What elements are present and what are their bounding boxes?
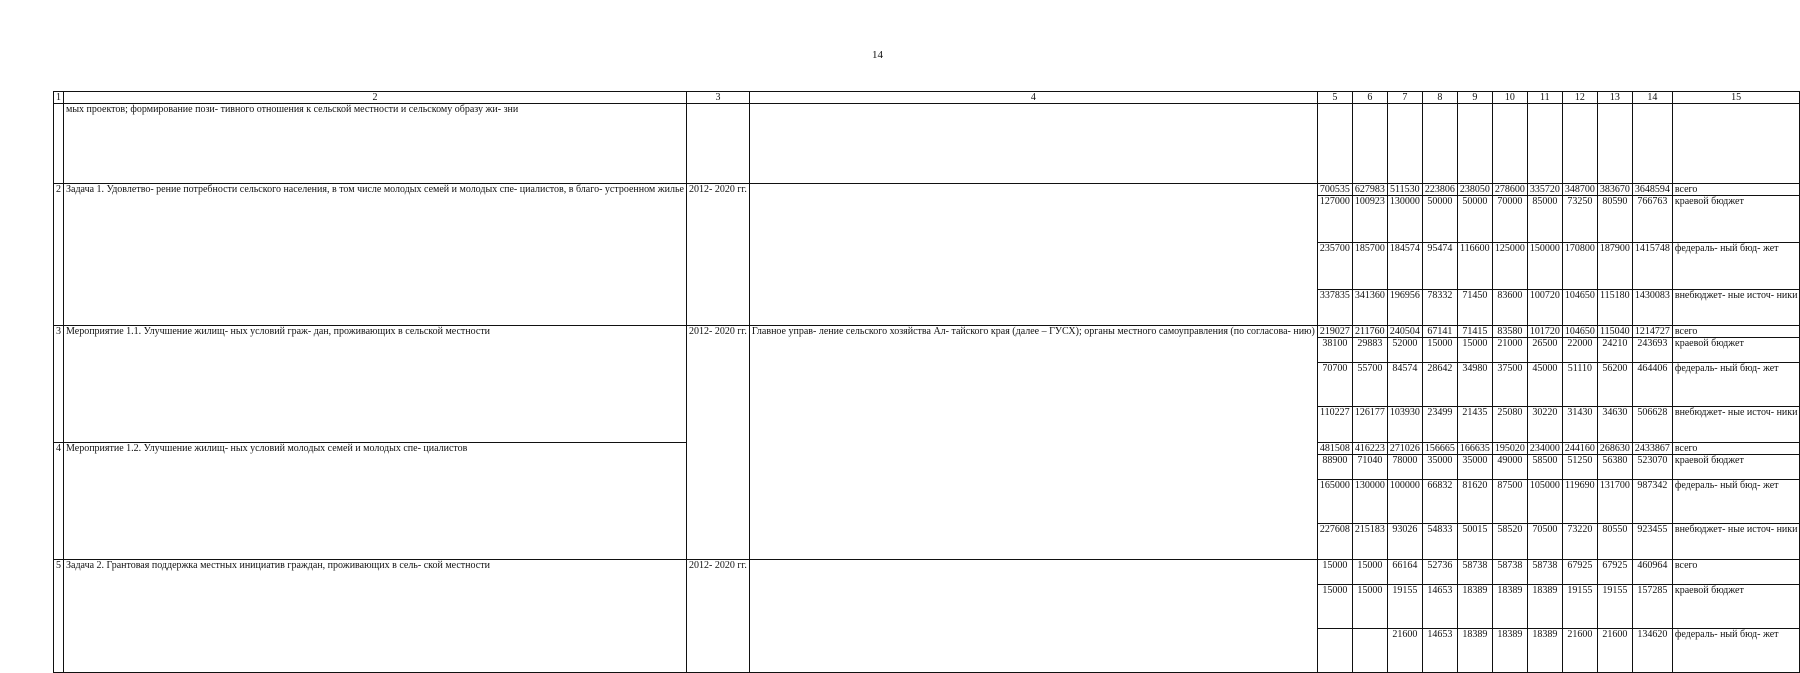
- amount-year-col-10: 83580: [1492, 326, 1527, 338]
- amount-year-col-5: 337835: [1317, 290, 1352, 326]
- amount-year-col-5: 15000: [1317, 585, 1352, 629]
- column-number-15: 15: [1672, 92, 1800, 104]
- amount-year-col-7: 78000: [1387, 455, 1422, 480]
- amount-year-col-5: 481508: [1317, 443, 1352, 455]
- amount-year-col-9: 71450: [1457, 290, 1492, 326]
- funding-source: федераль- ный бюд- жет: [1672, 363, 1800, 407]
- column-number-8: 8: [1422, 92, 1457, 104]
- amount-year-col-6: [1352, 629, 1387, 673]
- amount-year-col-13: 56380: [1597, 455, 1632, 480]
- amount-year-col-10: 87500: [1492, 480, 1527, 524]
- amount-year-col-7: 19155: [1387, 585, 1422, 629]
- amount-year-col-5: 110227: [1317, 407, 1352, 443]
- amount-year-col-12: 244160: [1562, 443, 1597, 455]
- amount-year-col-7: 130000: [1387, 196, 1422, 243]
- row-number-cell: [54, 104, 64, 184]
- amount-year-col-9: 166635: [1457, 443, 1492, 455]
- amount-year-col-11: 335720: [1527, 184, 1562, 196]
- empty-cell: [1632, 104, 1672, 184]
- amount-year-col-8: 14653: [1422, 629, 1457, 673]
- amount-year-col-10: 25080: [1492, 407, 1527, 443]
- row-number: 2: [54, 184, 64, 326]
- amount-year-col-9: 238050: [1457, 184, 1492, 196]
- funding-row: [54, 560, 1800, 585]
- empty-cell: [686, 104, 749, 184]
- executor-cell: [749, 560, 1317, 673]
- amount-year-col-5: 38100: [1317, 338, 1352, 363]
- continuation-text: мых проектов; формирование пози- тивного отношения к сельской местности и сельскому образу жи- зни: [64, 104, 687, 184]
- amount-year-col-12: 104650: [1562, 326, 1597, 338]
- funding-source: краевой бюджет: [1672, 338, 1800, 363]
- empty-cell: [1562, 104, 1597, 184]
- measure-title: Мероприятие 1.1. Улучшение жилищ- ных условий граж- дан, проживающих в сельской местности: [64, 326, 687, 443]
- amount-year-col-7: 100000: [1387, 480, 1422, 524]
- amount-year-col-13: 21600: [1597, 629, 1632, 673]
- amount-year-col-11: 45000: [1527, 363, 1562, 407]
- amount-year-col-5: [1317, 629, 1352, 673]
- period-cell: 2012- 2020 гг.: [686, 560, 749, 673]
- amount-year-col-8: 15000: [1422, 338, 1457, 363]
- amount-year-col-12: 119690: [1562, 480, 1597, 524]
- amount-year-col-9: 58738: [1457, 560, 1492, 585]
- amount-year-col-6: 126177: [1352, 407, 1387, 443]
- amount-year-col-10: 195020: [1492, 443, 1527, 455]
- amount-year-col-6: 211760: [1352, 326, 1387, 338]
- amount-year-col-13: 34630: [1597, 407, 1632, 443]
- amount-year-col-7: 84574: [1387, 363, 1422, 407]
- amount-year-col-14: 1415748: [1632, 243, 1672, 290]
- amount-year-col-11: 101720: [1527, 326, 1562, 338]
- amount-year-col-8: 54833: [1422, 524, 1457, 560]
- measure-title: Задача 1. Удовлетво- рение потребности сельского населения, в том числе молодых семей и молодых спе- циалистов, в благо- устроенном жилье: [64, 184, 687, 326]
- row-number: 5: [54, 560, 64, 673]
- amount-year-col-9: 50000: [1457, 196, 1492, 243]
- funding-source: федераль- ный бюд- жет: [1672, 629, 1800, 673]
- amount-year-col-6: 416223: [1352, 443, 1387, 455]
- amount-year-col-12: 67925: [1562, 560, 1597, 585]
- column-number-3: 3: [686, 92, 749, 104]
- amount-year-col-8: 35000: [1422, 455, 1457, 480]
- amount-year-col-9: 81620: [1457, 480, 1492, 524]
- period-cell: [686, 443, 749, 560]
- amount-year-col-13: 67925: [1597, 560, 1632, 585]
- funding-source: краевой бюджет: [1672, 455, 1800, 480]
- empty-cell: [1317, 104, 1352, 184]
- column-number-6: 6: [1352, 92, 1387, 104]
- executor-cell: [749, 443, 1317, 560]
- column-number-4: 4: [749, 92, 1317, 104]
- amount-year-col-14: 1214727: [1632, 326, 1672, 338]
- amount-year-col-13: 383670: [1597, 184, 1632, 196]
- executor-cell: [749, 184, 1317, 326]
- amount-year-col-11: 100720: [1527, 290, 1562, 326]
- column-number-13: 13: [1597, 92, 1632, 104]
- period-cell: 2012- 2020 гг.: [686, 326, 749, 443]
- amount-year-col-7: 196956: [1387, 290, 1422, 326]
- amount-year-col-8: 14653: [1422, 585, 1457, 629]
- funding-source: краевой бюджет: [1672, 585, 1800, 629]
- column-number-12: 12: [1562, 92, 1597, 104]
- amount-year-col-6: 15000: [1352, 585, 1387, 629]
- amount-year-col-14: 2433867: [1632, 443, 1672, 455]
- amount-year-col-11: 85000: [1527, 196, 1562, 243]
- funding-source: всего: [1672, 560, 1800, 585]
- amount-year-col-7: 52000: [1387, 338, 1422, 363]
- amount-year-col-7: 271026: [1387, 443, 1422, 455]
- amount-year-col-8: 28642: [1422, 363, 1457, 407]
- row-number: 3: [54, 326, 64, 443]
- amount-year-col-10: 18389: [1492, 629, 1527, 673]
- amount-year-col-12: 31430: [1562, 407, 1597, 443]
- amount-year-col-11: 150000: [1527, 243, 1562, 290]
- amount-year-col-13: 115180: [1597, 290, 1632, 326]
- amount-year-col-14: 464406: [1632, 363, 1672, 407]
- amount-year-col-13: 80550: [1597, 524, 1632, 560]
- funding-source: краевой бюджет: [1672, 196, 1800, 243]
- funding-source: всего: [1672, 326, 1800, 338]
- amount-year-col-5: 700535: [1317, 184, 1352, 196]
- amount-year-col-10: 18389: [1492, 585, 1527, 629]
- amount-year-col-7: 240504: [1387, 326, 1422, 338]
- amount-year-col-7: 103930: [1387, 407, 1422, 443]
- amount-year-col-13: 268630: [1597, 443, 1632, 455]
- funding-source: всего: [1672, 443, 1800, 455]
- page-number: 14: [872, 49, 883, 61]
- amount-year-col-7: 184574: [1387, 243, 1422, 290]
- amount-year-col-10: 125000: [1492, 243, 1527, 290]
- amount-year-col-14: 1430083: [1632, 290, 1672, 326]
- amount-year-col-6: 55700: [1352, 363, 1387, 407]
- amount-year-col-14: 157285: [1632, 585, 1672, 629]
- amount-year-col-8: 52736: [1422, 560, 1457, 585]
- amount-year-col-14: 460964: [1632, 560, 1672, 585]
- amount-year-col-11: 234000: [1527, 443, 1562, 455]
- amount-year-col-6: 215183: [1352, 524, 1387, 560]
- amount-year-col-11: 58500: [1527, 455, 1562, 480]
- amount-year-col-7: 66164: [1387, 560, 1422, 585]
- funding-source: внебюджет- ные источ- ники: [1672, 524, 1800, 560]
- amount-year-col-9: 18389: [1457, 629, 1492, 673]
- column-number-7: 7: [1387, 92, 1422, 104]
- funding-source: внебюджет- ные источ- ники: [1672, 407, 1800, 443]
- empty-cell: [1387, 104, 1422, 184]
- amount-year-col-8: 223806: [1422, 184, 1457, 196]
- amount-year-col-14: 3648594: [1632, 184, 1672, 196]
- empty-cell: [1352, 104, 1387, 184]
- amount-year-col-10: 83600: [1492, 290, 1527, 326]
- amount-year-col-6: 627983: [1352, 184, 1387, 196]
- column-number-9: 9: [1457, 92, 1492, 104]
- amount-year-col-10: 49000: [1492, 455, 1527, 480]
- amount-year-col-14: 923455: [1632, 524, 1672, 560]
- amount-year-col-6: 185700: [1352, 243, 1387, 290]
- column-number-row: [54, 92, 1800, 104]
- funding-row: [54, 326, 1800, 338]
- amount-year-col-14: 523070: [1632, 455, 1672, 480]
- amount-year-col-7: 21600: [1387, 629, 1422, 673]
- amount-year-col-14: 243693: [1632, 338, 1672, 363]
- funding-source: федераль- ный бюд- жет: [1672, 480, 1800, 524]
- amount-year-col-6: 71040: [1352, 455, 1387, 480]
- empty-cell: [1492, 104, 1527, 184]
- amount-year-col-10: 58738: [1492, 560, 1527, 585]
- row-number: 4: [54, 443, 64, 560]
- amount-year-col-8: 78332: [1422, 290, 1457, 326]
- amount-year-col-13: 19155: [1597, 585, 1632, 629]
- amount-year-col-8: 95474: [1422, 243, 1457, 290]
- amount-year-col-10: 70000: [1492, 196, 1527, 243]
- amount-year-col-12: 51250: [1562, 455, 1597, 480]
- amount-year-col-5: 15000: [1317, 560, 1352, 585]
- column-number-1: 1: [54, 92, 64, 104]
- measure-title: Мероприятие 1.2. Улучшение жилищ- ных условий молодых семей и молодых спе- циалистов: [64, 443, 687, 560]
- amount-year-col-9: 71415: [1457, 326, 1492, 338]
- amount-year-col-11: 30220: [1527, 407, 1562, 443]
- empty-cell: [1457, 104, 1492, 184]
- amount-year-col-12: 19155: [1562, 585, 1597, 629]
- amount-year-col-6: 130000: [1352, 480, 1387, 524]
- column-number-11: 11: [1527, 92, 1562, 104]
- funding-source: внебюджет- ные источ- ники: [1672, 290, 1800, 326]
- amount-year-col-9: 15000: [1457, 338, 1492, 363]
- funding-source: всего: [1672, 184, 1800, 196]
- column-number-14: 14: [1632, 92, 1672, 104]
- empty-cell: [749, 104, 1317, 184]
- empty-cell: [1597, 104, 1632, 184]
- amount-year-col-10: 37500: [1492, 363, 1527, 407]
- amount-year-col-8: 156665: [1422, 443, 1457, 455]
- amount-year-col-11: 18389: [1527, 629, 1562, 673]
- amount-year-col-5: 127000: [1317, 196, 1352, 243]
- empty-cell: [1672, 104, 1800, 184]
- amount-year-col-9: 116600: [1457, 243, 1492, 290]
- amount-year-col-5: 70700: [1317, 363, 1352, 407]
- column-number-5: 5: [1317, 92, 1352, 104]
- executor-cell: Главное управ- ление сельского хозяйства Ал- тайского края (далее – ГУСХ); органы местного самоуправления (по согласова- нию): [749, 326, 1317, 443]
- amount-year-col-14: 506628: [1632, 407, 1672, 443]
- amount-year-col-6: 15000: [1352, 560, 1387, 585]
- amount-year-col-13: 56200: [1597, 363, 1632, 407]
- amount-year-col-12: 21600: [1562, 629, 1597, 673]
- amount-year-col-12: 170800: [1562, 243, 1597, 290]
- amount-year-col-13: 115040: [1597, 326, 1632, 338]
- amount-year-col-9: 34980: [1457, 363, 1492, 407]
- amount-year-col-12: 104650: [1562, 290, 1597, 326]
- amount-year-col-8: 66832: [1422, 480, 1457, 524]
- amount-year-col-11: 58738: [1527, 560, 1562, 585]
- amount-year-col-13: 187900: [1597, 243, 1632, 290]
- program-financing-table: [53, 91, 1800, 673]
- amount-year-col-12: 22000: [1562, 338, 1597, 363]
- amount-year-col-5: 88900: [1317, 455, 1352, 480]
- amount-year-col-9: 35000: [1457, 455, 1492, 480]
- funding-row: [54, 184, 1800, 196]
- amount-year-col-11: 26500: [1527, 338, 1562, 363]
- amount-year-col-5: 227608: [1317, 524, 1352, 560]
- measure-title: Задача 2. Грантовая поддержка местных инициатив граждан, проживающих в сель- ской местности: [64, 560, 687, 673]
- amount-year-col-8: 50000: [1422, 196, 1457, 243]
- amount-year-col-11: 105000: [1527, 480, 1562, 524]
- amount-year-col-5: 219027: [1317, 326, 1352, 338]
- amount-year-col-7: 511530: [1387, 184, 1422, 196]
- column-number-10: 10: [1492, 92, 1527, 104]
- amount-year-col-12: 73250: [1562, 196, 1597, 243]
- amount-year-col-9: 18389: [1457, 585, 1492, 629]
- period-cell: 2012- 2020 гг.: [686, 184, 749, 326]
- amount-year-col-7: 93026: [1387, 524, 1422, 560]
- amount-year-col-5: 165000: [1317, 480, 1352, 524]
- amount-year-col-11: 18389: [1527, 585, 1562, 629]
- amount-year-col-14: 766763: [1632, 196, 1672, 243]
- amount-year-col-14: 987342: [1632, 480, 1672, 524]
- amount-year-col-13: 24210: [1597, 338, 1632, 363]
- amount-year-col-13: 131700: [1597, 480, 1632, 524]
- amount-year-col-10: 21000: [1492, 338, 1527, 363]
- amount-year-col-13: 80590: [1597, 196, 1632, 243]
- amount-year-col-5: 235700: [1317, 243, 1352, 290]
- amount-year-col-11: 70500: [1527, 524, 1562, 560]
- continuation-row: [54, 104, 1800, 184]
- empty-cell: [1527, 104, 1562, 184]
- amount-year-col-12: 73220: [1562, 524, 1597, 560]
- amount-year-col-9: 50015: [1457, 524, 1492, 560]
- amount-year-col-6: 341360: [1352, 290, 1387, 326]
- amount-year-col-12: 51110: [1562, 363, 1597, 407]
- funding-row: [54, 443, 1800, 455]
- amount-year-col-8: 23499: [1422, 407, 1457, 443]
- amount-year-col-14: 134620: [1632, 629, 1672, 673]
- amount-year-col-6: 29883: [1352, 338, 1387, 363]
- amount-year-col-12: 348700: [1562, 184, 1597, 196]
- amount-year-col-10: 278600: [1492, 184, 1527, 196]
- empty-cell: [1422, 104, 1457, 184]
- funding-source: федераль- ный бюд- жет: [1672, 243, 1800, 290]
- amount-year-col-6: 100923: [1352, 196, 1387, 243]
- amount-year-col-8: 67141: [1422, 326, 1457, 338]
- column-number-2: 2: [64, 92, 687, 104]
- amount-year-col-9: 21435: [1457, 407, 1492, 443]
- amount-year-col-10: 58520: [1492, 524, 1527, 560]
